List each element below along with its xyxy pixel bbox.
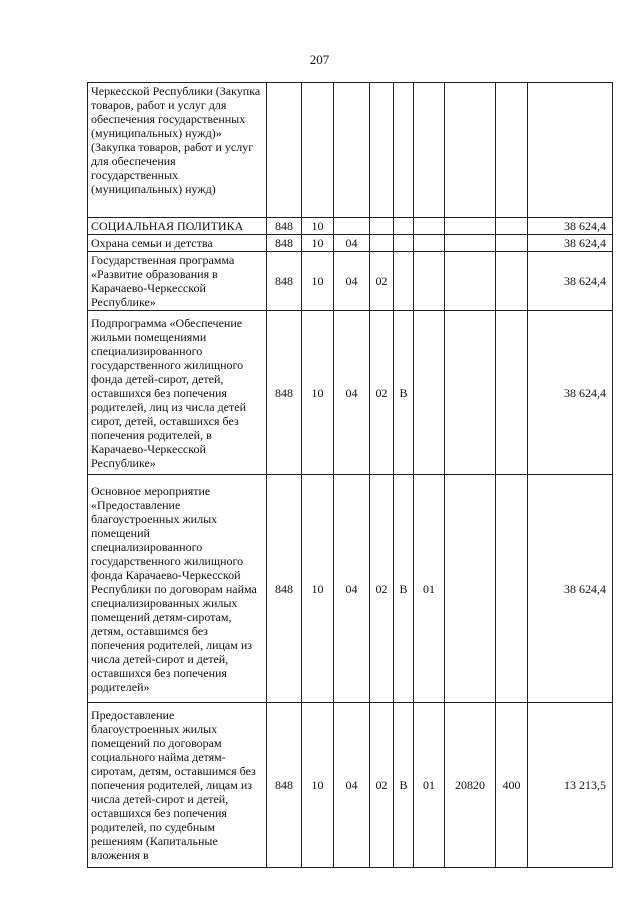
cell-measure xyxy=(414,252,445,311)
cell-ministry: 848 xyxy=(267,311,302,475)
cell-expense-type xyxy=(496,235,528,252)
cell-ministry: 848 xyxy=(267,235,302,252)
table-row xyxy=(88,252,613,311)
page-number: 207 xyxy=(309,52,330,67)
cell-section: 10 xyxy=(302,235,334,252)
cell-program: 02 xyxy=(370,703,394,868)
row-name: СОЦИАЛЬНАЯ ПОЛИТИКА xyxy=(88,218,267,235)
cell-expense-type: 400 xyxy=(496,703,528,868)
cell-direction xyxy=(445,235,496,252)
cell-subprogram: В xyxy=(394,475,414,703)
cell-subsection: 04 xyxy=(334,703,370,868)
cell-subsection xyxy=(334,218,370,235)
cell-section: 10 xyxy=(302,252,334,311)
cell-program xyxy=(370,218,394,235)
table-row xyxy=(88,475,613,703)
cell-section xyxy=(302,83,334,218)
cell-program: 02 xyxy=(370,311,394,475)
cell-section: 10 xyxy=(302,218,334,235)
cell-subprogram xyxy=(394,218,414,235)
cell-expense-type xyxy=(496,311,528,475)
row-name: Черкесской Республики (Закупка товаров, работ и услуг для обеспечения государственных (муниципальных) нужд)» (Закупка товаров, работ и услуг для обеспечения государственных (муниципальных) нужд) xyxy=(88,83,267,218)
cell-measure: 01 xyxy=(414,475,445,703)
cell-expense-type xyxy=(496,252,528,311)
cell-expense-type xyxy=(496,83,528,218)
cell-measure xyxy=(414,83,445,218)
cell-ministry: 848 xyxy=(267,703,302,868)
cell-amount: 13 213,5 xyxy=(528,703,613,868)
cell-program: 02 xyxy=(370,475,394,703)
cell-program xyxy=(370,235,394,252)
cell-subprogram: В xyxy=(394,703,414,868)
table-row xyxy=(88,311,613,475)
cell-direction xyxy=(445,83,496,218)
cell-section: 10 xyxy=(302,311,334,475)
cell-direction: 20820 xyxy=(445,703,496,868)
cell-direction xyxy=(445,252,496,311)
cell-direction xyxy=(445,475,496,703)
cell-measure xyxy=(414,235,445,252)
table-row xyxy=(88,235,613,252)
table-row xyxy=(88,83,613,218)
cell-subsection: 04 xyxy=(334,235,370,252)
cell-expense-type xyxy=(496,475,528,703)
cell-subprogram: В xyxy=(394,311,414,475)
cell-measure xyxy=(414,218,445,235)
cell-direction xyxy=(445,218,496,235)
cell-amount: 38 624,4 xyxy=(528,218,613,235)
cell-subprogram xyxy=(394,83,414,218)
cell-subprogram xyxy=(394,235,414,252)
cell-subsection xyxy=(334,83,370,218)
cell-amount: 38 624,4 xyxy=(528,235,613,252)
budget-table xyxy=(87,82,613,868)
row-name: Государственная программа «Развитие образования в Карачаево-Черкесской Республике» xyxy=(88,252,267,311)
cell-ministry: 848 xyxy=(267,218,302,235)
table-row xyxy=(88,703,613,868)
cell-subsection: 04 xyxy=(334,475,370,703)
cell-program xyxy=(370,83,394,218)
cell-amount xyxy=(528,83,613,218)
row-name: Подпрограмма «Обеспечение жильми помещениями специализированного государственного жилищного фонда детей-сирот, детей, оставшихся без попечения родителей, лиц из числа детей сирот, детей, оставшихся без попечения родителей, в Карачаево-Черкесской Республике» xyxy=(88,311,267,475)
cell-direction xyxy=(445,311,496,475)
cell-section: 10 xyxy=(302,475,334,703)
cell-measure: 01 xyxy=(414,703,445,868)
cell-subprogram xyxy=(394,252,414,311)
cell-amount: 38 624,4 xyxy=(528,311,613,475)
cell-amount: 38 624,4 xyxy=(528,252,613,311)
cell-section: 10 xyxy=(302,703,334,868)
row-name: Основное мероприятие «Предоставление благоустроенных жилых помещений специализированного государственного жилищного фонда Карачаево-Черкесской Республики по договорам найма специализированных жилых помещений детям-сиротам, детям, оставшимся без попечения родителей, лицам из числа детей-сирот и детей, оставшихся без попечения родителей» xyxy=(88,475,267,703)
cell-subsection: 04 xyxy=(334,252,370,311)
cell-ministry: 848 xyxy=(267,475,302,703)
row-name: Охрана семьи и детства xyxy=(88,235,267,252)
cell-subsection: 04 xyxy=(334,311,370,475)
table-row xyxy=(88,218,613,235)
cell-program: 02 xyxy=(370,252,394,311)
cell-ministry: 848 xyxy=(267,252,302,311)
row-name: Предоставление благоустроенных жилых помещений по договорам социального найма детям-сиротам, детям, оставшимся без попечения родителей, лицам из числа детей-сирот и детей, оставшихся без попечения родителей, по судебным решениям (Капитальные вложения в xyxy=(88,703,267,868)
cell-ministry xyxy=(267,83,302,218)
cell-measure xyxy=(414,311,445,475)
cell-amount: 38 624,4 xyxy=(528,475,613,703)
cell-expense-type xyxy=(496,218,528,235)
